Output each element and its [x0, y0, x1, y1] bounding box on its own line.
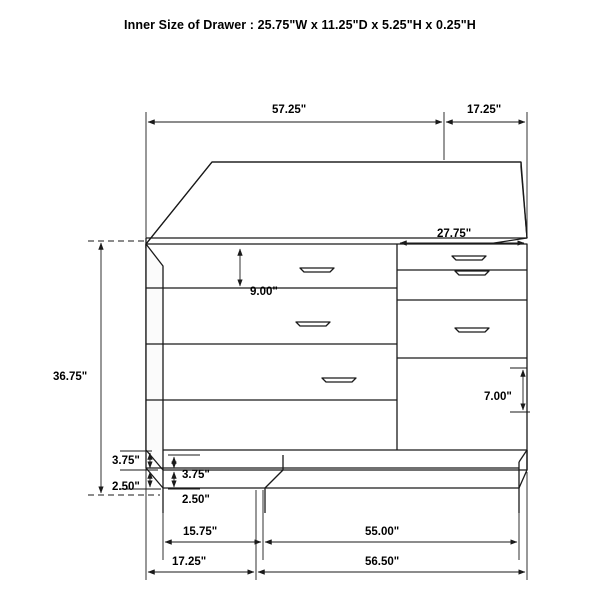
dim-label-bottom-left-inner: 15.75" [183, 526, 218, 538]
dresser-body [146, 162, 527, 513]
base-leg-diag-left [265, 470, 283, 488]
dim-label-top-left: 57.25" [272, 104, 307, 116]
dim-label-side-depth: 7.00" [484, 391, 512, 403]
dim-label-drawer-height: 9.00" [250, 286, 278, 298]
drawer-pull-left-3 [322, 378, 356, 382]
dim-label-bottom-center: 55.00" [365, 526, 400, 538]
drawer-pull-right-2 [455, 271, 489, 275]
dim-label-drawer-width: 27.75" [437, 228, 472, 240]
left-side-face [146, 244, 163, 470]
base-right-diag [519, 470, 527, 488]
base-back-rail [163, 450, 527, 470]
dim-label-bottom-outer: 56.50" [365, 556, 400, 568]
base-right-riser [519, 450, 527, 462]
drawer-pull-left-1 [300, 268, 334, 272]
drawer-pull-right-3 [455, 328, 489, 332]
dim-label-bottom-left-outer: 17.25" [172, 556, 207, 568]
dim-label-base-lower-inner: 2.50" [182, 494, 210, 506]
drawer-pull-left-2 [296, 322, 330, 326]
dim-label-base-upper: 3.75" [112, 455, 140, 467]
dim-label-base-upper-inner: 3.75" [182, 469, 210, 481]
drawer-pull-right-1 [452, 256, 486, 260]
page-title: Inner Size of Drawer : 25.75"W x 11.25"D x 5.25"H x 0.25"H [124, 18, 476, 32]
dim-label-top-right: 17.25" [467, 104, 502, 116]
dim-label-base-lower: 2.50" [112, 481, 140, 493]
dim-label-overall-height: 36.75" [53, 371, 88, 383]
